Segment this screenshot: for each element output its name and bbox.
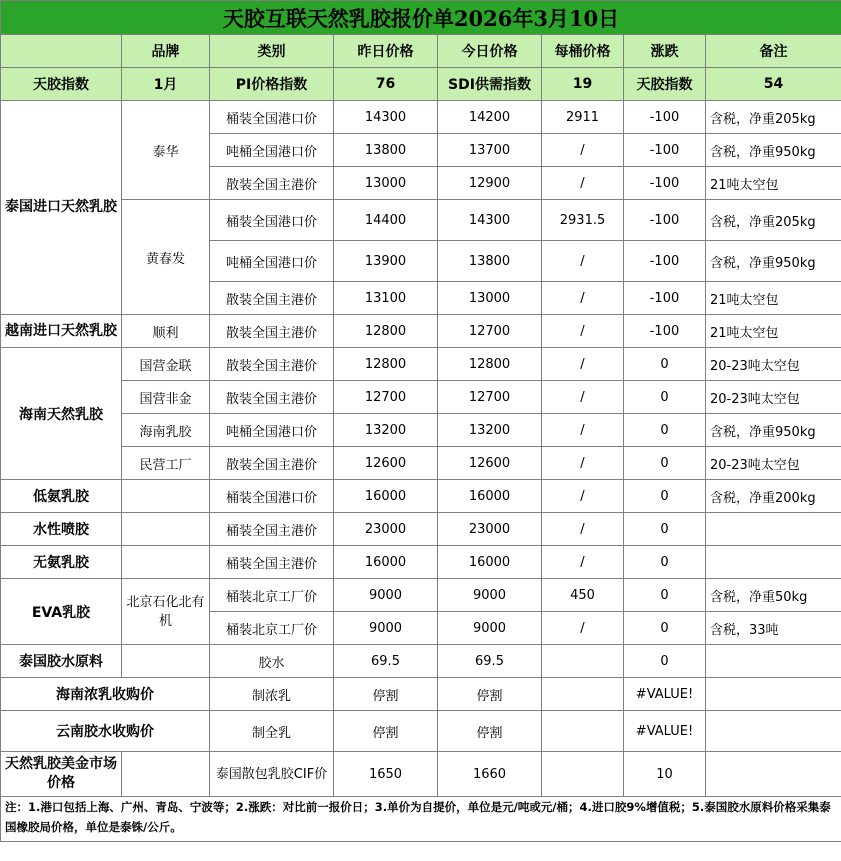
header-cell: 昨日价格 (334, 35, 438, 68)
remark-cell: 21吨太空包 (706, 282, 841, 315)
yesterday-price: 1650 (334, 752, 438, 797)
remark-cell: 21吨太空包 (706, 315, 841, 348)
header-cell: 品牌 (122, 35, 210, 68)
barrel-price: / (542, 546, 624, 579)
brand-label: 国营非金 (122, 381, 210, 414)
category-cell: 散装全国主港价 (210, 381, 334, 414)
table-row (1, 348, 841, 381)
header-cell (1, 35, 122, 68)
yesterday-price: 13000 (334, 167, 438, 200)
barrel-price (542, 711, 624, 752)
today-price: 13700 (438, 134, 542, 167)
today-price: 1660 (438, 752, 542, 797)
index-cell: 1月 (122, 68, 210, 101)
table-row (1, 752, 841, 797)
table-row (1, 315, 841, 348)
brand-label: 国营金联 (122, 348, 210, 381)
barrel-price: / (542, 167, 624, 200)
category-cell: 桶装北京工厂价 (210, 612, 334, 645)
category-cell: 散装全国主港价 (210, 348, 334, 381)
barrel-price: / (542, 612, 624, 645)
group-label: 水性喷胶 (1, 513, 122, 546)
yesterday-price: 12600 (334, 447, 438, 480)
yesterday-price: 14400 (334, 200, 438, 241)
barrel-price: 450 (542, 579, 624, 612)
category-cell: 桶装全国港口价 (210, 101, 334, 134)
category-cell: 桶装全国港口价 (210, 480, 334, 513)
header-cell: 每桶价格 (542, 35, 624, 68)
category-cell: 制浓乳 (210, 678, 334, 711)
group-label: 低氨乳胶 (1, 480, 122, 513)
remark-cell: 含税，净重205kg (706, 101, 841, 134)
today-price: 23000 (438, 513, 542, 546)
category-cell: 桶装全国主港价 (210, 513, 334, 546)
brand-label: 顺利 (122, 315, 210, 348)
brand-label: 北京石化北有机 (122, 579, 210, 645)
brand-label (122, 645, 210, 678)
yesterday-price: 12800 (334, 348, 438, 381)
group-label: 天然乳胶美金市场价格 (1, 752, 122, 797)
table-row (1, 381, 841, 414)
today-price: 9000 (438, 612, 542, 645)
barrel-price: / (542, 414, 624, 447)
header-cell: 涨跌 (624, 35, 706, 68)
today-price: 12900 (438, 167, 542, 200)
remark-cell (706, 546, 841, 579)
barrel-price: / (542, 348, 624, 381)
category-cell: 胶水 (210, 645, 334, 678)
category-cell: 吨桶全国港口价 (210, 241, 334, 282)
index-cell: 19 (542, 68, 624, 101)
sheet-title: 天胶互联天然乳胶报价单2026年3月10日 (1, 1, 841, 35)
category-cell: 吨桶全国港口价 (210, 134, 334, 167)
table-row (1, 480, 841, 513)
change-cell: 0 (624, 546, 706, 579)
yesterday-price: 16000 (334, 546, 438, 579)
today-price: 13800 (438, 241, 542, 282)
barrel-price: / (542, 480, 624, 513)
change-cell: -100 (624, 282, 706, 315)
change-cell: 0 (624, 447, 706, 480)
change-cell: #VALUE! (624, 678, 706, 711)
yesterday-price: 12800 (334, 315, 438, 348)
table-row (1, 447, 841, 480)
footnote: 注：1.港口包括上海、广州、青岛、宁波等；2.涨跌：对比前一报价日；3.单价为自提价，单位是元/吨或元/桶；4.进口胶9%增值税；5.泰国胶水原料价格采集泰国橡胶局价格，单位是泰铢/公斤。 (1, 797, 841, 842)
remark-cell (706, 513, 841, 546)
index-cell: 天胶指数 (1, 68, 122, 101)
remark-cell: 20-23吨太空包 (706, 348, 841, 381)
index-cell: 54 (706, 68, 841, 101)
remark-cell: 含税，33吨 (706, 612, 841, 645)
change-cell: 0 (624, 348, 706, 381)
barrel-price: / (542, 134, 624, 167)
barrel-price: / (542, 241, 624, 282)
table-row (1, 711, 841, 752)
yesterday-price: 12700 (334, 381, 438, 414)
category-cell: 吨桶全国港口价 (210, 414, 334, 447)
brand-label: 海南乳胶 (122, 414, 210, 447)
remark-cell: 含税，净重950kg (706, 414, 841, 447)
table-row (1, 546, 841, 579)
remark-cell (706, 711, 841, 752)
brand-label (122, 546, 210, 579)
yesterday-price: 停割 (334, 711, 438, 752)
change-cell: 0 (624, 414, 706, 447)
category-cell: 桶装北京工厂价 (210, 579, 334, 612)
remark-cell (706, 678, 841, 711)
category-cell: 散装全国主港价 (210, 282, 334, 315)
yesterday-price: 13800 (334, 134, 438, 167)
yesterday-price: 23000 (334, 513, 438, 546)
remark-cell: 含税，净重950kg (706, 134, 841, 167)
today-price: 14200 (438, 101, 542, 134)
change-cell: -100 (624, 315, 706, 348)
change-cell: -100 (624, 241, 706, 282)
yesterday-price: 13900 (334, 241, 438, 282)
barrel-price: 2911 (542, 101, 624, 134)
brand-label (122, 752, 210, 797)
remark-cell: 含税，净重205kg (706, 200, 841, 241)
remark-cell: 20-23吨太空包 (706, 447, 841, 480)
category-cell: 散装全国主港价 (210, 167, 334, 200)
change-cell: 0 (624, 513, 706, 546)
yesterday-price: 9000 (334, 612, 438, 645)
today-price: 停割 (438, 711, 542, 752)
index-row (1, 68, 841, 101)
yesterday-price: 9000 (334, 579, 438, 612)
barrel-price (542, 678, 624, 711)
group-label: 泰国进口天然乳胶 (1, 101, 122, 315)
header-cell: 备注 (706, 35, 841, 68)
remark-cell: 21吨太空包 (706, 167, 841, 200)
change-cell: #VALUE! (624, 711, 706, 752)
remark-cell (706, 752, 841, 797)
group-label: EVA乳胶 (1, 579, 122, 645)
today-price: 14300 (438, 200, 542, 241)
category-cell: 桶装全国主港价 (210, 546, 334, 579)
index-cell: 76 (334, 68, 438, 101)
category-cell: 散装全国主港价 (210, 447, 334, 480)
today-price: 12600 (438, 447, 542, 480)
group-label: 泰国胶水原料 (1, 645, 122, 678)
category-cell: 泰国散包乳胶CIF价 (210, 752, 334, 797)
brand-label (122, 513, 210, 546)
index-cell: PI价格指数 (210, 68, 334, 101)
group-label: 无氨乳胶 (1, 546, 122, 579)
yesterday-price: 13100 (334, 282, 438, 315)
change-cell: 0 (624, 579, 706, 612)
remark-cell: 含税，净重50kg (706, 579, 841, 612)
barrel-price: / (542, 282, 624, 315)
barrel-price (542, 645, 624, 678)
header-cell: 今日价格 (438, 35, 542, 68)
change-cell: 0 (624, 480, 706, 513)
table-row (1, 513, 841, 546)
table-row (1, 200, 841, 241)
barrel-price: / (542, 447, 624, 480)
change-cell: -100 (624, 134, 706, 167)
change-cell: -100 (624, 200, 706, 241)
yesterday-price: 停割 (334, 678, 438, 711)
today-price: 12700 (438, 315, 542, 348)
barrel-price: / (542, 315, 624, 348)
barrel-price: / (542, 513, 624, 546)
barrel-price (542, 752, 624, 797)
yesterday-price: 69.5 (334, 645, 438, 678)
category-cell: 散装全国主港价 (210, 315, 334, 348)
change-cell: -100 (624, 167, 706, 200)
remark-cell: 20-23吨太空包 (706, 381, 841, 414)
group-label: 越南进口天然乳胶 (1, 315, 122, 348)
change-cell: 0 (624, 645, 706, 678)
today-price: 12800 (438, 348, 542, 381)
group-label: 海南浓乳收购价 (1, 678, 210, 711)
index-cell: SDI供需指数 (438, 68, 542, 101)
remark-cell (706, 645, 841, 678)
group-label: 海南天然乳胶 (1, 348, 122, 480)
today-price: 13000 (438, 282, 542, 315)
change-cell: 0 (624, 381, 706, 414)
table-row (1, 101, 841, 134)
category-cell: 制全乳 (210, 711, 334, 752)
table-row (1, 678, 841, 711)
today-price: 9000 (438, 579, 542, 612)
header-row (1, 35, 841, 68)
remark-cell: 含税，净重950kg (706, 241, 841, 282)
header-cell: 类别 (210, 35, 334, 68)
table-row (1, 579, 841, 612)
yesterday-price: 13200 (334, 414, 438, 447)
table-row (1, 645, 841, 678)
change-cell: -100 (624, 101, 706, 134)
brand-label: 民营工厂 (122, 447, 210, 480)
group-label: 云南胶水收购价 (1, 711, 210, 752)
today-price: 停割 (438, 678, 542, 711)
today-price: 16000 (438, 480, 542, 513)
yesterday-price: 16000 (334, 480, 438, 513)
table-row (1, 414, 841, 447)
remark-cell: 含税，净重200kg (706, 480, 841, 513)
barrel-price: / (542, 381, 624, 414)
index-cell: 天胶指数 (624, 68, 706, 101)
barrel-price: 2931.5 (542, 200, 624, 241)
brand-label (122, 480, 210, 513)
today-price: 13200 (438, 414, 542, 447)
change-cell: 10 (624, 752, 706, 797)
brand-label: 黄春发 (122, 200, 210, 315)
today-price: 69.5 (438, 645, 542, 678)
brand-label: 泰华 (122, 101, 210, 200)
yesterday-price: 14300 (334, 101, 438, 134)
today-price: 12700 (438, 381, 542, 414)
today-price: 16000 (438, 546, 542, 579)
change-cell: 0 (624, 612, 706, 645)
category-cell: 桶装全国港口价 (210, 200, 334, 241)
